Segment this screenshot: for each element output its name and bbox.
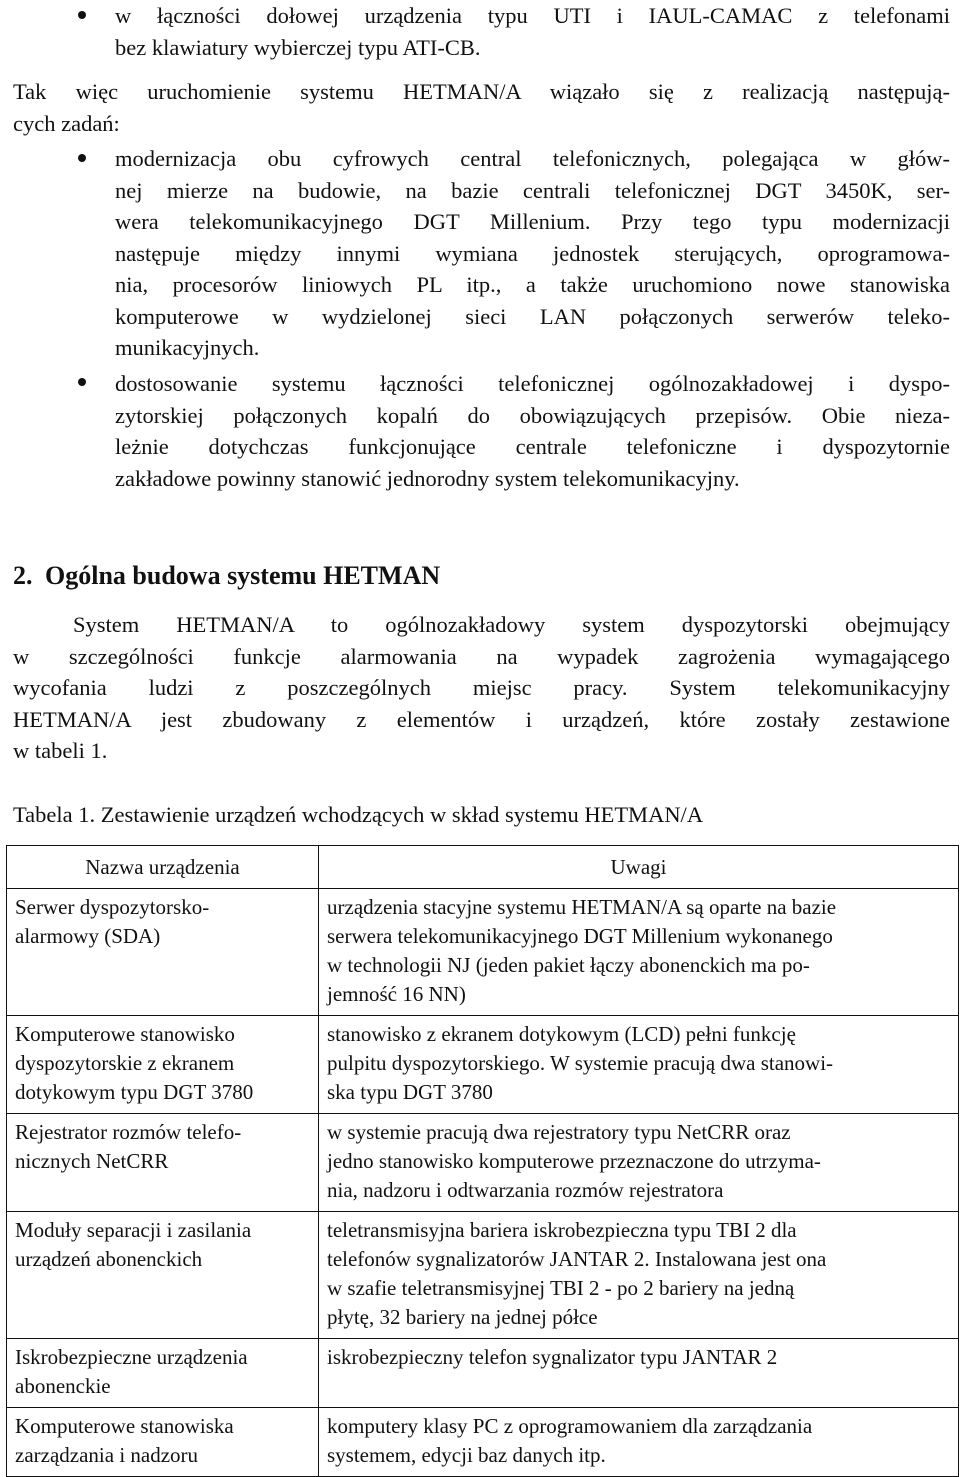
cell-line: jemność 16 NN)	[327, 982, 466, 1006]
notes-cell	[319, 1339, 959, 1408]
cell-line: Iskrobezpieczne urządzenia	[15, 1345, 248, 1369]
header-notes: Uwagi	[319, 846, 959, 889]
text-line: HETMAN/A jest zbudowany z elementów i urządzeń, które zostały zestawione	[13, 706, 950, 732]
table-caption: Tabela 1. Zestawienie urządzeń wchodzących w skład systemu HETMAN/A	[13, 802, 704, 827]
device-name-cell	[7, 1339, 319, 1408]
cell-line: dotykowym typu DGT 3780	[15, 1080, 254, 1104]
cell-line: Komputerowe stanowiska	[15, 1414, 234, 1438]
table-row	[7, 1114, 959, 1212]
cell-line: Komputerowe stanowisko	[15, 1022, 235, 1046]
bullet-icon	[78, 154, 86, 162]
device-name-cell	[7, 1016, 319, 1114]
bullet-item-top	[115, 0, 950, 63]
task-item-modernization	[115, 143, 950, 364]
text-line: wera telekomunikacyjnego DGT Millenium. Przy tego typu modernizacji	[115, 209, 950, 234]
cell-line: w szafie teletransmisyjnej TBI 2 - po 2 bariery na jedną	[327, 1276, 795, 1300]
task-item-adaptation	[115, 368, 950, 494]
cell-line: alarmowy (SDA)	[15, 924, 161, 948]
table-row	[7, 1339, 959, 1408]
notes-cell	[319, 1212, 959, 1339]
table-header-row	[7, 846, 959, 889]
cell-line: teletransmisyjna bariera iskrobezpieczna typu TBI 2 dla	[327, 1218, 797, 1242]
notes-cell	[319, 1408, 959, 1477]
cell-line: Moduły separacji i zasilania	[15, 1218, 252, 1242]
text-line: zakładowe powinny stanowić jednorodny system telekomunikacyjny.	[115, 465, 740, 491]
cell-line: urządzeń abonenckich	[15, 1247, 203, 1271]
table-row	[7, 1408, 959, 1477]
text-line: w szczególności funkcje alarmowania na wypadek zagrożenia wymagającego	[13, 643, 950, 669]
table-row	[7, 1212, 959, 1339]
text-line: leżnie dotychczas funkcjonujące centrale telefoniczne i dyspozytornie	[115, 434, 950, 459]
bullet-icon	[78, 11, 86, 19]
device-name-cell	[7, 1212, 319, 1339]
text-line: bez klawiatury wybierczej typu ATI-CB.	[115, 34, 481, 60]
text-line: nej mierze na budowie, na bazie centrali telefonicznej DGT 3450K, ser-	[115, 177, 950, 203]
cell-line: jedno stanowisko komputerowe przeznaczone do utrzyma-	[327, 1149, 821, 1173]
notes-cell	[319, 889, 959, 1016]
section-paragraph	[13, 609, 950, 767]
text-line: nia, procesorów liniowych PL itp., a także uruchomiono nowe stanowiska	[115, 272, 950, 297]
text-line: cych zadań:	[13, 110, 120, 136]
device-name-cell	[7, 1408, 319, 1477]
cell-line: komputery klasy PC z oprogramowaniem dla zarządzania	[327, 1414, 813, 1438]
cell-line: abonenckie	[15, 1374, 111, 1398]
devices-table	[6, 845, 959, 1477]
section-heading	[13, 560, 440, 592]
cell-line: serwera telekomunikacyjnego DGT Millenium wykonanego	[327, 924, 833, 948]
text-line: System HETMAN/A to ogólnozakładowy system dyspozytorski obejmujący	[73, 612, 950, 637]
cell-line: zarządzania i nadzoru	[15, 1443, 199, 1467]
table-row	[7, 889, 959, 1016]
text-line: wycofania ludzi z poszczególnych miejsc pracy. System telekomunikacyjny	[13, 675, 950, 700]
text-line: dostosowanie systemu łączności telefonicznej ogólnozakładowej i dyspo-	[115, 371, 950, 396]
cell-line: nia, nadzoru i odtwarzania rozmów rejestratora	[327, 1178, 724, 1202]
section-title: Ogólna budowa systemu HETMAN	[45, 561, 441, 590]
table-row	[7, 1016, 959, 1114]
text-line: munikacyjnych.	[115, 335, 260, 360]
cell-line: w technologii NJ (jeden pakiet łączy abonenckich ma po-	[327, 953, 810, 977]
bullet-icon	[78, 378, 86, 386]
cell-line: Rejestrator rozmów telefo-	[15, 1120, 242, 1144]
text-line: komputerowe w wydzielonej sieci LAN połączonych serwerów teleko-	[115, 303, 950, 329]
header-device-name: Nazwa urządzenia	[7, 846, 319, 889]
device-name-cell	[7, 889, 319, 1016]
cell-line: w systemie pracują dwa rejestratory typu NetCRR oraz	[327, 1120, 791, 1144]
cell-line: iskrobezpieczny telefon sygnalizator typu JANTAR 2	[327, 1345, 778, 1369]
notes-cell	[319, 1016, 959, 1114]
text-line: w tabeli 1.	[13, 738, 108, 763]
text-line: w łączności dołowej urządzenia typu UTI i IAUL-CAMAC z telefonami	[115, 3, 950, 28]
cell-line: stanowisko z ekranem dotykowym (LCD) pełni funkcję	[327, 1022, 796, 1046]
cell-line: systemem, edycji baz danych itp.	[327, 1443, 606, 1467]
cell-line: telefonów sygnalizatorów JANTAR 2. Instalowana jest ona	[327, 1247, 827, 1271]
text-line: następuje między innymi wymiana jednostek sterujących, oprogramowa-	[115, 240, 950, 266]
device-name-cell	[7, 1114, 319, 1212]
section-number: 2.	[13, 561, 33, 590]
cell-line: nicznych NetCRR	[15, 1149, 169, 1173]
text-line: modernizacja obu cyfrowych central telefonicznych, polegająca w głów-	[115, 146, 950, 171]
cell-line: Serwer dyspozytorsko-	[15, 895, 210, 919]
cell-line: ska typu DGT 3780	[327, 1080, 493, 1104]
intro-paragraph	[13, 76, 950, 139]
cell-line: płytę, 32 bariery na jednej półce	[327, 1305, 598, 1329]
text-line: zytorskiej połączonych kopalń do obowiązujących przepisów. Obie nieza-	[115, 402, 950, 428]
text-line: Tak więc uruchomienie systemu HETMAN/A wiązało się z realizacją następują-	[13, 79, 950, 104]
cell-line: dyspozytorskie z ekranem	[15, 1051, 235, 1075]
cell-line: urządzenia stacyjne systemu HETMAN/A są oparte na bazie	[327, 895, 837, 919]
notes-cell	[319, 1114, 959, 1212]
cell-line: pulpitu dyspozytorskiego. W systemie pracują dwa stanowi-	[327, 1051, 834, 1075]
